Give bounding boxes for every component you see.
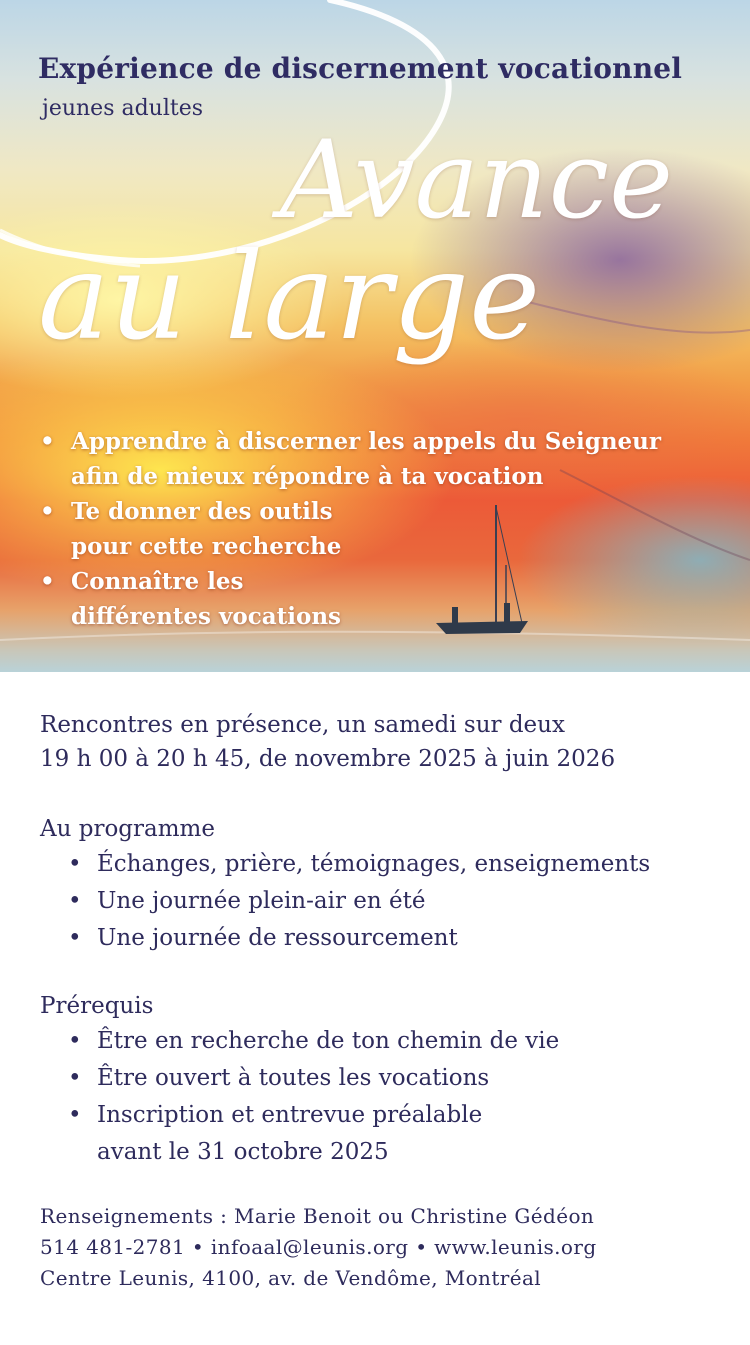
- hero-point-line: Te donner des outils: [71, 498, 333, 525]
- slogan-line-2: au large: [38, 228, 541, 367]
- programme-list: [40, 846, 720, 957]
- hero-point: [40, 424, 661, 494]
- bullet-icon: •: [40, 428, 55, 455]
- list-item-text: Être en recherche de ton chemin de vie: [97, 1028, 560, 1054]
- schedule-line: Rencontres en présence, un samedi sur deux: [40, 712, 565, 738]
- hero-point-line: Apprendre à discerner les appels du Seigneur: [71, 428, 662, 455]
- list-item: [40, 1023, 720, 1060]
- list-item: [40, 883, 720, 920]
- list-item-text: avant le 31 octobre 2025: [97, 1139, 389, 1165]
- bullet-icon: •: [68, 851, 82, 877]
- hero-point: [40, 494, 661, 564]
- page-subtitle: jeunes adultes: [42, 96, 204, 121]
- list-item: [40, 1060, 720, 1097]
- bullet-icon: •: [68, 1065, 82, 1091]
- list-item-text: Échanges, prière, témoignages, enseignements: [97, 851, 651, 877]
- prerequis-heading: Prérequis: [40, 993, 154, 1019]
- list-item-text: Une journée de ressourcement: [97, 925, 458, 951]
- bullet-icon: •: [68, 925, 82, 951]
- hero-point-line: pour cette recherche: [71, 533, 342, 560]
- list-item: [40, 920, 720, 957]
- hero-banner: [0, 0, 750, 672]
- hero-point: [40, 564, 661, 634]
- list-item: [40, 846, 720, 883]
- prerequis-list: [40, 1023, 720, 1171]
- hero-point-line: Connaître les: [71, 568, 244, 595]
- bullet-icon: •: [40, 568, 55, 595]
- bullet-icon: •: [68, 1102, 82, 1128]
- contact-phone-email-web: 514 481-2781 • infoaal@leunis.org • www.leunis.org: [40, 1235, 597, 1259]
- hero-point-line: afin de mieux répondre à ta vocation: [71, 463, 544, 490]
- page-title: Expérience de discernement vocationnel: [38, 52, 683, 85]
- bullet-icon: •: [68, 1028, 82, 1054]
- hero-points-list: [40, 424, 661, 634]
- contact-block: [40, 1201, 720, 1294]
- info-section: [40, 708, 720, 1294]
- contact-address: Centre Leunis, 4100, av. de Vendôme, Montréal: [40, 1266, 542, 1290]
- bullet-icon: •: [40, 498, 55, 525]
- programme-heading: Au programme: [40, 816, 215, 842]
- slogan-line-1: Avance: [280, 118, 673, 243]
- list-item-text: Une journée plein-air en été: [97, 888, 426, 914]
- list-item: [40, 1097, 720, 1171]
- bullet-icon: •: [68, 888, 82, 914]
- schedule-line: 19 h 00 à 20 h 45, de novembre 2025 à juin 2026: [40, 746, 616, 772]
- hero-point-line: différentes vocations: [71, 603, 342, 630]
- list-item-text: Être ouvert à toutes les vocations: [97, 1065, 490, 1091]
- contact-names: Renseignements : Marie Benoit ou Christine Gédéon: [40, 1204, 595, 1228]
- list-item-text: Inscription et entrevue préalable: [97, 1102, 483, 1128]
